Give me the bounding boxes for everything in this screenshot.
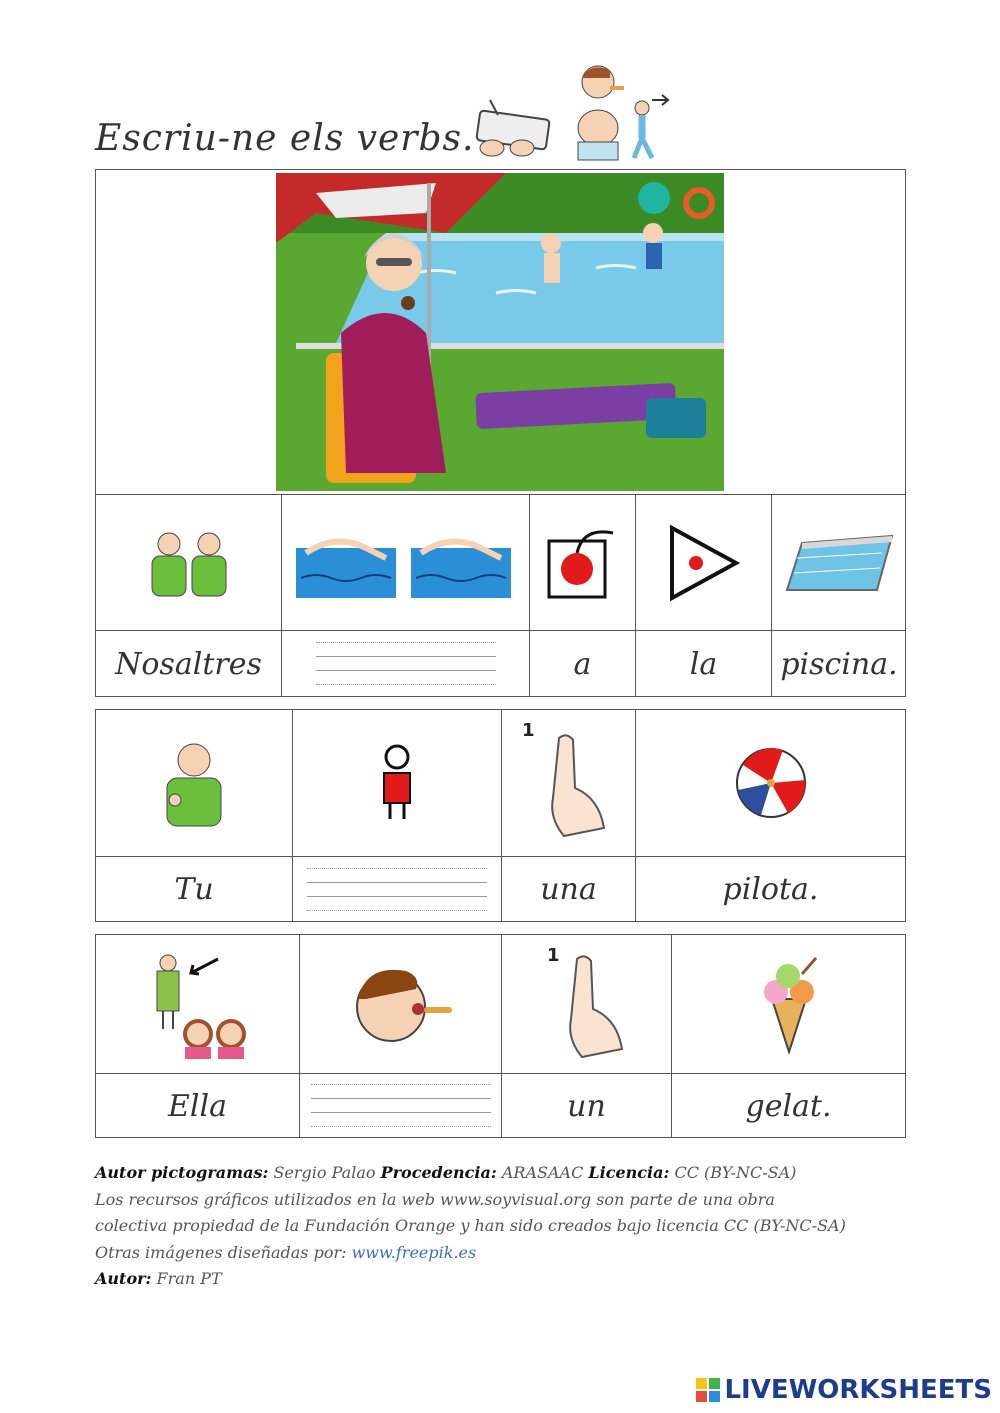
verb-blank-input[interactable] <box>281 631 529 697</box>
page-title: Escriu-ne els verbs. <box>95 118 475 159</box>
eat-icon <box>299 935 501 1073</box>
verb-blank-input[interactable] <box>299 1074 501 1138</box>
pool-scene-illustration <box>276 173 724 491</box>
number-label: 1 <box>522 720 535 741</box>
exercise-1-pictogram-row <box>96 494 905 631</box>
credits-line-2: Los recursos gráficos utilizados en la web www.soyvisual.org son parte de una obra <box>95 1189 775 1209</box>
have-icon <box>292 710 501 856</box>
word-article: una <box>501 857 635 922</box>
eating-person-icon <box>582 66 624 98</box>
number-label: 1 <box>547 945 560 966</box>
word-subject: Tu <box>174 872 214 907</box>
person-washing-icon <box>578 110 618 160</box>
keyboard-typing-icon <box>476 100 549 156</box>
header-pictograms <box>470 60 680 165</box>
verb-blank-input[interactable] <box>292 857 501 922</box>
brand-name: LIVEWORKSHEETS <box>724 1375 992 1405</box>
she-icon <box>96 935 299 1073</box>
credits-line-3: colectiva propiedad de la Fundación Orange y han sido creados bajo licencia CC (BY-NC-SA) <box>95 1216 846 1235</box>
one-icon <box>501 935 671 1073</box>
exercise-2-box <box>95 709 906 922</box>
word-noun: piscina. <box>771 631 906 697</box>
one-icon <box>501 710 635 856</box>
word-preposition: a <box>529 631 635 697</box>
word-subject: Nosaltres <box>115 646 262 682</box>
person-walking-icon <box>634 95 668 158</box>
word-article: un <box>501 1074 671 1138</box>
we-icon <box>96 495 281 631</box>
freepik-link[interactable]: www.freepik.es <box>351 1242 477 1262</box>
exercise-2-word-row <box>96 856 905 922</box>
exercise-3-word-row <box>96 1073 905 1138</box>
liveworksheets-icon <box>696 1378 720 1402</box>
word-subject: Ella <box>168 1088 227 1124</box>
the-icon <box>635 495 771 631</box>
pool-icon <box>771 495 906 631</box>
ice-cream-icon <box>671 935 905 1073</box>
credits-line-4: Otras imágenes diseñadas por: www.freepik.es <box>95 1242 477 1262</box>
exercise-2-pictogram-row <box>96 710 905 856</box>
credits-line-5: Autor: Fran PT <box>95 1269 222 1288</box>
ball-icon <box>635 710 905 856</box>
word-article: la <box>635 631 771 697</box>
liveworksheets-logo[interactable] <box>696 1375 992 1405</box>
word-noun: gelat. <box>671 1074 905 1138</box>
you-icon <box>96 710 292 856</box>
credits-line-1: Autor pictogramas: Sergio Palao Procedencia: ARASAAC Licencia: CC (BY-NC-SA) <box>95 1163 797 1182</box>
credits <box>95 1160 915 1293</box>
to-icon <box>529 495 635 631</box>
exercise-1-word-row <box>96 630 905 697</box>
swimming-icon <box>281 495 529 631</box>
exercise-3-box <box>95 934 906 1138</box>
word-noun: pilota. <box>635 857 905 922</box>
exercise-3-pictogram-row <box>96 935 905 1073</box>
exercise-1-box <box>95 169 906 697</box>
